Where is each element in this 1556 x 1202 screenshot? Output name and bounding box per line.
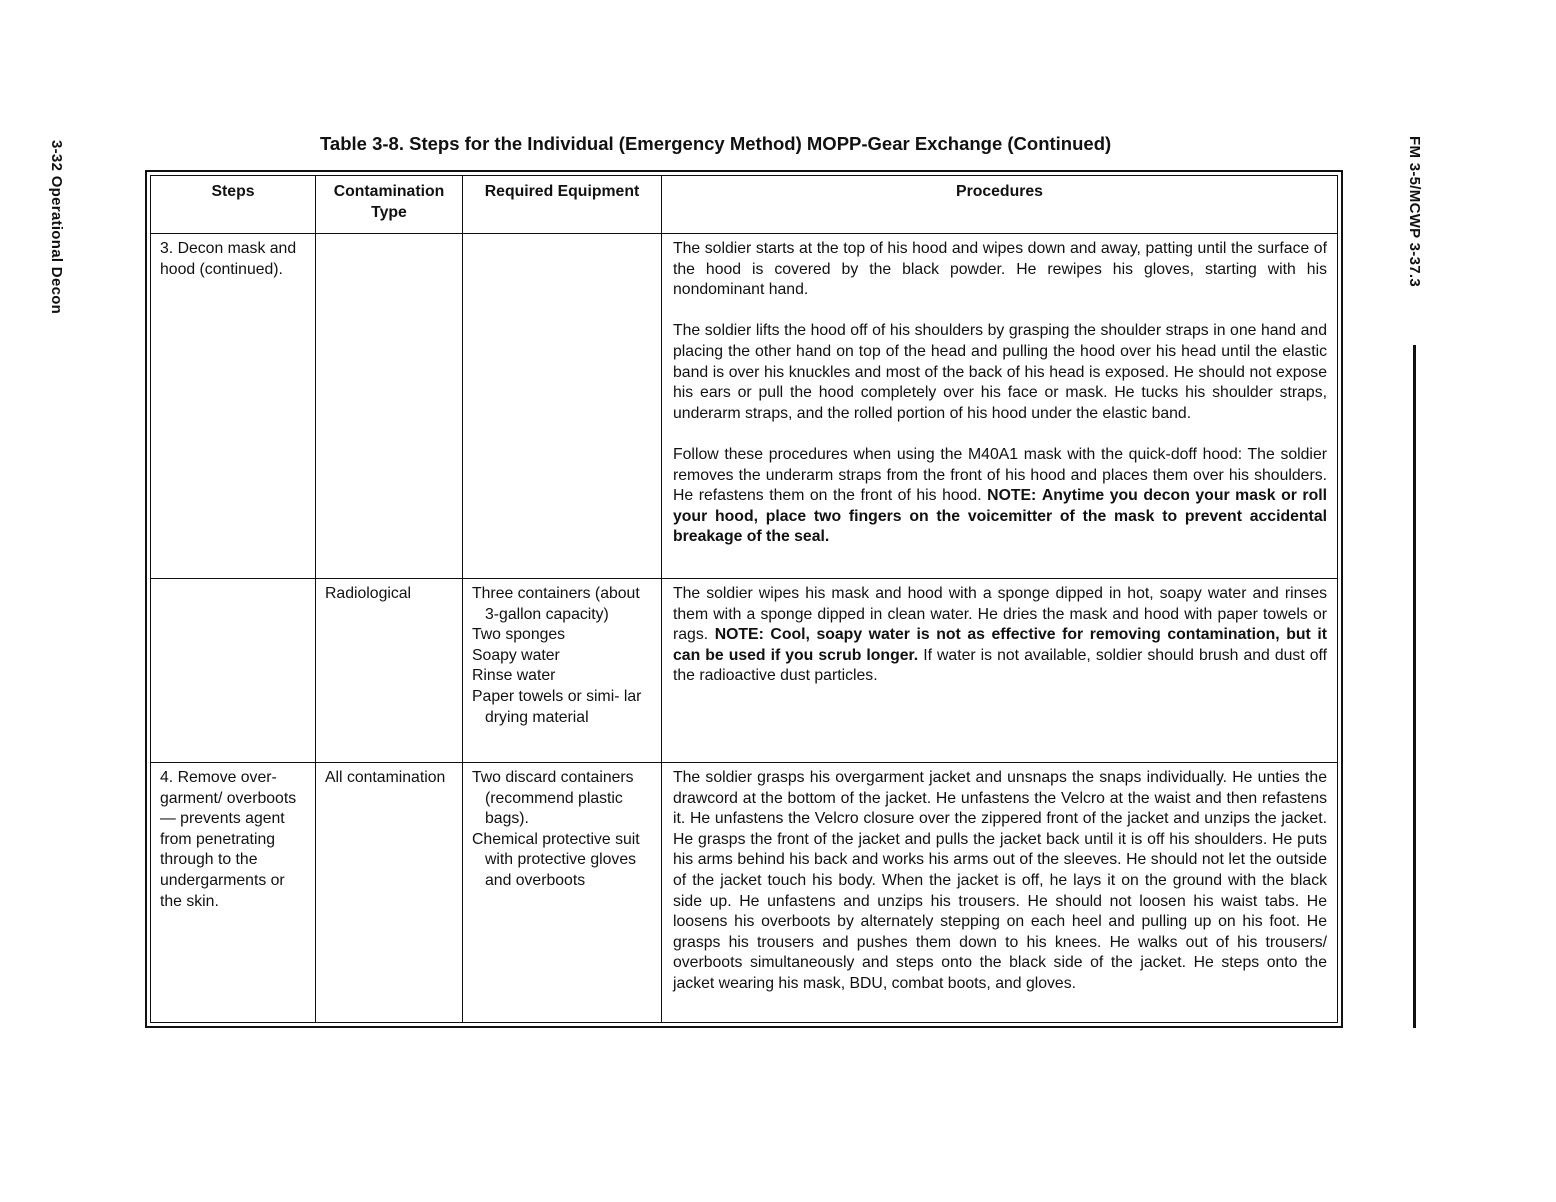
equipment-item: Chemical protective suit with protective gloves and overboots bbox=[472, 830, 640, 889]
procedure-text: The soldier wipes his mask and hood with a sponge dipped in hot, soapy water and rinses them with a sponge dipped in clean water. He dries the mask and hood with paper towels or rags. bbox=[673, 585, 1327, 644]
equipment-cell bbox=[463, 763, 662, 1023]
contamination-cell: Radiological bbox=[316, 579, 463, 763]
page-section-label: 3-32 Operational Decon bbox=[48, 140, 65, 315]
contamination-cell: All contamination bbox=[316, 763, 463, 1023]
equipment-item: Soapy water bbox=[472, 646, 560, 664]
header-row bbox=[151, 176, 1338, 234]
equipment-item: Three containers (about 3-gallon capacity) bbox=[472, 585, 640, 623]
equipment-item: Rinse water bbox=[472, 667, 556, 685]
margin-rule bbox=[1413, 345, 1416, 1028]
header-procedures: Procedures bbox=[662, 176, 1338, 234]
header-steps: Steps bbox=[151, 176, 316, 234]
procedure-paragraph bbox=[673, 445, 1327, 548]
procedures-cell bbox=[662, 234, 1338, 579]
equipment-cell bbox=[463, 579, 662, 763]
procedure-paragraph: The soldier starts at the top of his hood and wipes down and away, patting until the surface of the hood is covered by the black powder. He rewipes his gloves, starting with his nondominant hand. bbox=[673, 240, 1327, 299]
step-cell bbox=[151, 579, 316, 763]
header-contamination-type: Contamination Type bbox=[316, 176, 463, 234]
procedures-cell bbox=[662, 579, 1338, 763]
equipment-item: Two discard containers (recommend plastic bags). bbox=[472, 769, 634, 828]
table-frame bbox=[145, 170, 1343, 1028]
step-cell: 3. Decon mask and hood (continued). bbox=[151, 234, 316, 579]
document-number-label: FM 3-5/MCWP 3-37.3 bbox=[1406, 136, 1423, 287]
table-row bbox=[151, 763, 1338, 1023]
table-row bbox=[151, 579, 1338, 763]
header-required-equipment: Required Equipment bbox=[463, 176, 662, 234]
note-text: Anytime you decon your mask or roll your hood, place two fingers on the voicemitter of the mask to prevent accidental breakage of the seal. bbox=[673, 487, 1327, 546]
procedures-cell: The soldier grasps his overgarment jacket and unsnaps the snaps individually. He unties the drawcord at the bottom of the jacket. He unfastens the Velcro at the waist and then refastens it. He unfastens the Velcro closure over the zippered front of the jacket and unzips the jacket. He grasps the front of the jacket and pulls the jacket back until it is off his shoulders. He puts his arms behind his back and works his arms out of the sleeves. He should not let the outside of the jacket touch his body. When the jacket is off, he lays it on the ground with the black side up. He unfastens and unzips his trousers. He should not loosen his waist tabs. He loosens his overboots by alternately stepping on each heel and pulling up on his foot. He grasps his trousers and pushes them down to his knees. He walks out of his trousers/ overboots simultaneously and steps onto the black side of the jacket. He steps onto the jacket wearing his mask, BDU, combat boots, and gloves. bbox=[662, 763, 1338, 1023]
equipment-cell bbox=[463, 234, 662, 579]
contamination-cell bbox=[316, 234, 463, 579]
note-label: NOTE: bbox=[987, 487, 1037, 505]
note-text: Cool, soapy water is not as effective for removing contamination, but it can be used if you scrub longer. bbox=[673, 626, 1328, 664]
table-row bbox=[151, 234, 1338, 579]
step-cell: 4. Remove over- garment/ overboots— prevents agent from penetrating through to the undergarments or the skin. bbox=[151, 763, 316, 1023]
table-title: Table 3-8. Steps for the Individual (Emergency Method) MOPP-Gear Exchange (Continued) bbox=[320, 133, 1112, 154]
procedure-paragraph: The soldier lifts the hood off of his shoulders by grasping the shoulder straps in one hand and placing the other hand on top of the head and pulling the hood over his head until the elastic band is over his knuckles and most of the back of his head is exposed. He should not expose his ears or pull the hood completely over his face or mask. He tucks his shoulder straps, underarm straps, and the rolled portion of his hood under the elastic band. bbox=[673, 322, 1327, 422]
equipment-item: Paper towels or simi- lar drying material bbox=[472, 687, 642, 726]
note-label: NOTE: bbox=[714, 626, 764, 644]
procedure-text: If water is not available, soldier should brush and dust off the radioactive dust particles. bbox=[673, 646, 1328, 685]
procedure-text: Follow these procedures when using the M40A1 mask with the quick-doff hood: The soldier removes the underarm straps from the front of his hood and places them over his shoulders. He refastens them on the front of his hood. bbox=[673, 445, 1327, 505]
mopp-gear-exchange-table bbox=[150, 175, 1338, 1023]
equipment-item: Two sponges bbox=[472, 626, 566, 644]
